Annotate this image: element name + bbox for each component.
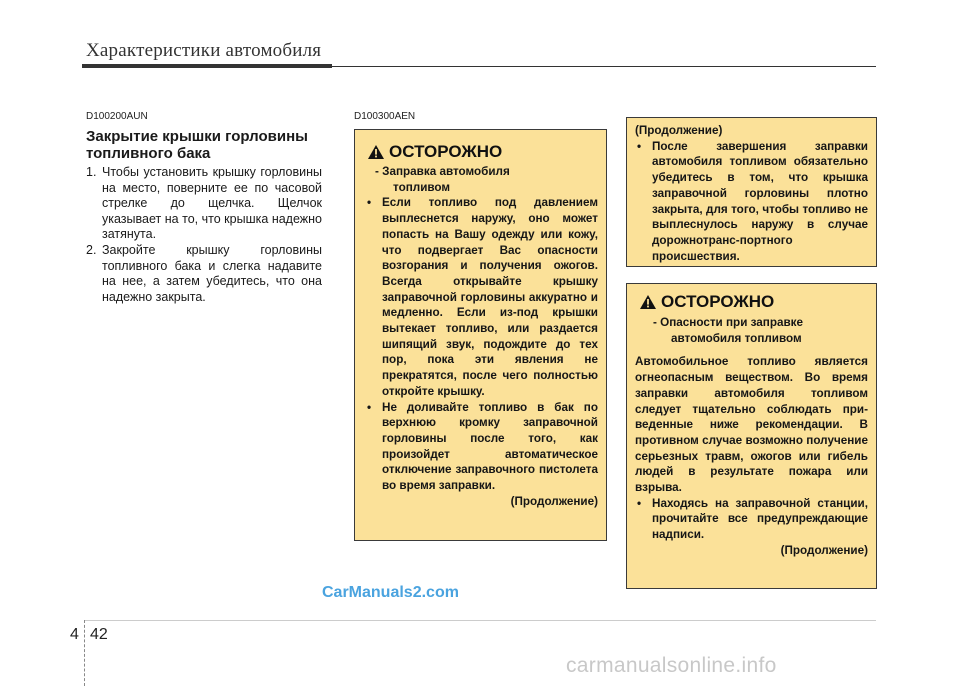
warning-bullet: • Если топливо под давлением выплеснется наружу, оно может попасть на Вашу одежду или кожу, что подвергает Вас опасности возгорания и получения ожогов. Всегда открывайте крышку заправочной горловины аккуратно и медленно. Если из-под крышки вытекает топливо, или раздается шипящий звук, подождите до тех пор, пока эти явления не прекратятся, после чего полностью откройте крышку.: [365, 195, 598, 399]
warning-subtitle-line2: топливом: [393, 180, 451, 194]
continued-heading: (Продолжение): [635, 124, 723, 137]
continued-body: [635, 123, 868, 264]
header-rule-thin: [332, 66, 876, 67]
warning-body: [365, 164, 598, 509]
page-separator: [84, 620, 86, 686]
warning-bullet: • После завершения заправки автомобиля топливом обязательно убедитесь в том, что крышка заправочной горловины плотно закрыта, для того, чтобы топливо не выплеснулось наружу в случае дорожнотранс-портного происшествия.: [635, 139, 868, 265]
step-text: Чтобы установить крышку горловины на место, поверните ее по часовой стрелке до щелчка. Щелчок указывает на то, что крышка надежно затянута.: [102, 165, 322, 242]
header-rule-thick: [82, 64, 332, 68]
warning-bullet: • Не доливайте топливо в бак по верхнюю кромку заправочной горловины после того, как произойдет автоматическое отключение заправочного пистолета во время заправки.: [365, 400, 598, 494]
warning-box-fuel-hazards: [626, 283, 877, 589]
step-number: 2.: [86, 242, 97, 257]
site-watermark[interactable]: carmanualsonline.info: [566, 654, 777, 677]
warning-bullet: • Находясь на заправочной станции, прочитайте все предупреждающие надписи.: [635, 496, 868, 543]
section-code-middle: D100300AEN: [354, 111, 416, 122]
warning-triangle-icon: [639, 294, 657, 310]
step-number: 1.: [86, 165, 97, 179]
step-item: [86, 165, 322, 243]
continued-label: (Продолжение): [510, 494, 598, 508]
steps-list: [86, 165, 322, 305]
warning-box-refueling: [354, 129, 607, 541]
warning-paragraph: Автомобильное топливо является огнеопасным веществом. Во время заправки автомобиля топливом следует тщательно соблюдать при-веденные ниже рекомендации. В противном случае возможно получение серьезных травм, ожогов или гибель людей в результате пожара или взрыва.: [635, 355, 868, 495]
step-item: [86, 243, 322, 305]
warning-subtitle-line1: - Опасности при заправке: [653, 316, 804, 329]
warning-triangle-icon: [367, 144, 385, 160]
continued-label: (Продолжение): [780, 543, 868, 557]
warning-title: ОСТОРОЖНО: [389, 142, 503, 161]
warning-subtitle-line1: - Заправка автомобиля: [375, 165, 510, 178]
section-code-left: D100200AUN: [86, 111, 148, 122]
page-number: 42: [90, 626, 108, 643]
warning-body: [635, 315, 868, 559]
warning-subtitle: [365, 164, 598, 195]
warning-title: ОСТОРОЖНО: [661, 292, 775, 311]
header-title: Характеристики автомобиля: [86, 40, 322, 61]
warning-box-continued: [626, 117, 877, 267]
footer-rule: [84, 620, 876, 621]
warning-subtitle: [635, 315, 868, 346]
warning-subtitle-line2: автомобиля топливом: [671, 331, 802, 345]
carmanuals-watermark[interactable]: CarManuals2.com: [322, 584, 459, 601]
section-title: Закрытие крышки горловины топливного бака: [86, 128, 308, 162]
step-text: Закройте крышку горловины топливного бака и слегка надавите на нее, а затем убедитесь, что она надежно закрыта.: [102, 242, 322, 304]
section-number: 4: [70, 626, 79, 643]
